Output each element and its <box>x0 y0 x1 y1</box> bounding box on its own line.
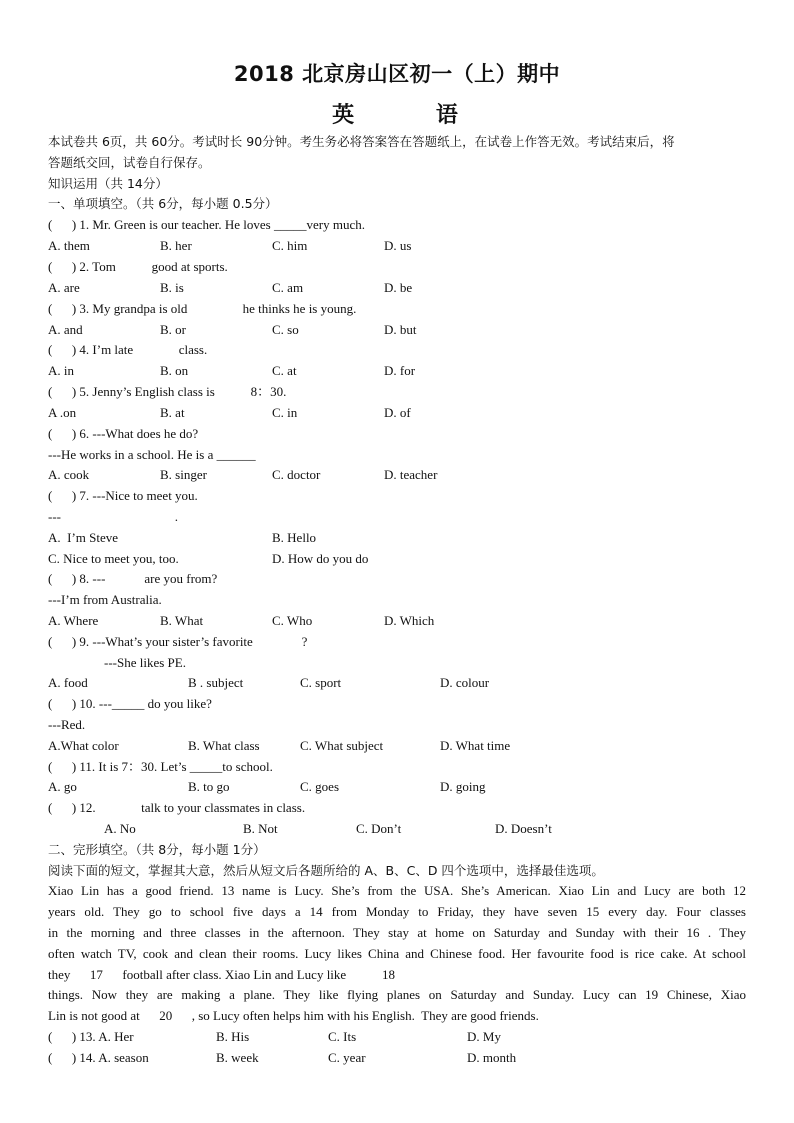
passage-line-6: things. Now they are making a plane. They like flying planes on Saturday and Sunday. Lucy can 19 Chinese, Xiao <box>48 987 746 1002</box>
passage-line-7: Lin is not good at 20 , so Lucy often helps him with his English. They are good friends. <box>48 1008 539 1023</box>
question-3-option-c: C. so <box>272 322 299 337</box>
question-9-option-b: B . subject <box>188 675 244 690</box>
question-4-option-a: A. in <box>48 363 74 378</box>
subject-heading: 英 语 <box>332 103 480 128</box>
question-3-option-a: A. and <box>48 322 83 337</box>
question-10-option-a: A.What color <box>48 738 119 753</box>
question-11-option-a: A. go <box>48 779 77 794</box>
question-3-option-b: B. or <box>160 322 186 337</box>
question-13-stem: ( ) 13. A. Her <box>48 1029 134 1044</box>
question-9-option-c: C. sport <box>300 675 342 690</box>
question-1-stem: ( ) 1. Mr. Green is our teacher. He loves _____very much. <box>48 217 365 232</box>
question-7-option-a: A. I’m Steve <box>48 530 119 545</box>
question-3-option-d: D. but <box>384 322 417 337</box>
passage-line-5: they 17 football after class. Xiao Lin and Lucy like 18 <box>48 967 395 982</box>
question-5-option-c: C. in <box>272 405 298 420</box>
passage-line-4: often watch TV, cook and clean their rooms. Lucy likes China and Chinese food. Her favourite food is rice cake. At school <box>48 946 746 961</box>
question-7-stem: ( ) 7. ---Nice to meet you. <box>48 488 198 503</box>
question-7-option-b: B. Hello <box>272 530 317 545</box>
question-9-stem-2: ---She likes PE. <box>104 655 186 670</box>
question-1-option-a: A. them <box>48 238 90 253</box>
question-8-option-c: C. Who <box>272 613 313 628</box>
question-2-option-c: C. am <box>272 280 304 295</box>
question-6-option-c: C. doctor <box>272 467 321 482</box>
question-1-option-d: D. us <box>384 238 412 253</box>
question-6-option-a: A. cook <box>48 467 90 482</box>
exam-title: 2018 北京房山区初一（上）期中 <box>233 62 561 86</box>
question-13-option-b: B. His <box>216 1029 250 1044</box>
question-12-option-b: B. Not <box>243 821 278 836</box>
question-9-option-d: D. colour <box>440 675 490 690</box>
question-4-option-b: B. on <box>160 363 189 378</box>
question-11-option-d: D. going <box>440 779 486 794</box>
intro-line-2: 答题纸交回，试卷自行保存。 <box>48 155 211 170</box>
question-6-stem: ( ) 6. ---What does he do? <box>48 426 199 441</box>
question-9-option-a: A. food <box>48 675 88 690</box>
question-8-stem: ( ) 8. --- are you from? <box>48 571 218 586</box>
question-10-option-c: C. What subject <box>300 738 384 753</box>
question-11-stem: ( ) 11. It is 7：30. Let’s _____to school. <box>48 759 273 774</box>
question-13-option-c: C. Its <box>328 1029 357 1044</box>
question-11-option-b: B. to go <box>188 779 230 794</box>
question-5-option-d: D. of <box>384 405 411 420</box>
question-12-stem: ( ) 12. talk to your classmates in class. <box>48 800 306 815</box>
question-10-option-b: B. What class <box>188 738 260 753</box>
question-8-option-d: D. Which <box>384 613 435 628</box>
question-11-option-c: C. goes <box>300 779 339 794</box>
question-10-stem-2: ---Red. <box>48 717 86 732</box>
intro-line-1: 本试卷共 6页，共 60分。考试时长 90分钟。考生务必将答案答在答题纸上，在试卷上作答无效。考试结束后，将 <box>48 134 675 149</box>
question-4-option-d: D. for <box>384 363 416 378</box>
question-1-option-c: C. him <box>272 238 308 253</box>
passage-line-2: years old. They go to school five days a 14 from Monday to Friday, they have seven 15 every day. Four classes <box>48 904 746 919</box>
question-10-stem: ( ) 10. ---_____ do you like? <box>48 696 212 711</box>
question-8-option-b: B. What <box>160 613 204 628</box>
question-12-option-d: D. Doesn’t <box>495 821 552 836</box>
question-5-option-b: B. at <box>160 405 185 420</box>
question-6-stem-2: ---He works in a school. He is a ______ <box>48 447 256 462</box>
question-13-option-d: D. My <box>467 1029 501 1044</box>
question-2-option-d: D. be <box>384 280 413 295</box>
question-9-stem: ( ) 9. ---What’s your sister’s favorite ? <box>48 634 308 649</box>
question-14-option-b: B. week <box>216 1050 259 1065</box>
section-2-heading: 二、完形填空。（共 8分，每小题 1分） <box>48 842 266 857</box>
question-3-stem: ( ) 3. My grandpa is old he thinks he is young. <box>48 301 357 316</box>
question-6-option-d: D. teacher <box>384 467 438 482</box>
question-4-option-c: C. at <box>272 363 297 378</box>
question-2-option-a: A. are <box>48 280 80 295</box>
question-14-option-d: D. month <box>467 1050 517 1065</box>
question-8-stem-2: ---I’m from Australia. <box>48 592 162 607</box>
question-7-option-d: D. How do you do <box>272 551 369 566</box>
passage-line-3: in the morning and three classes in the afternoon. They stay at home on Saturday and Sunday with their 16 . They <box>48 925 746 940</box>
passage-line-1: Xiao Lin has a good friend. 13 name is Lucy. She’s from the USA. She’s American. Xiao Lin and Lucy are both 12 <box>48 883 746 898</box>
question-2-option-b: B. is <box>160 280 184 295</box>
question-5-stem: ( ) 5. Jenny’s English class is 8：30. <box>48 384 287 399</box>
question-7-stem-2: --- . <box>48 509 178 524</box>
question-8-option-a: A. Where <box>48 613 99 628</box>
question-4-stem: ( ) 4. I’m late class. <box>48 342 208 357</box>
question-10-option-d: D. What time <box>440 738 511 753</box>
question-6-option-b: B. singer <box>160 467 207 482</box>
question-2-stem: ( ) 2. Tom good at sports. <box>48 259 228 274</box>
question-1-option-b: B. her <box>160 238 192 253</box>
cloze-instructions: 阅读下面的短文，掌握其大意，然后从短文后各题所给的 A、B、C、D 四个选项中，选择最佳选项。 <box>48 863 604 878</box>
question-7-option-c: C. Nice to meet you, too. <box>48 551 179 566</box>
question-12-option-c: C. Don’t <box>356 821 402 836</box>
section-1-heading: 一、单项填空。（共 6分，每小题 0.5分） <box>48 196 278 211</box>
question-14-stem: ( ) 14. A. season <box>48 1050 149 1065</box>
question-5-option-a: A .on <box>48 405 77 420</box>
question-14-option-c: C. year <box>328 1050 366 1065</box>
question-12-option-a: A. No <box>104 821 136 836</box>
part-heading: 知识运用（共 14分） <box>48 176 168 191</box>
